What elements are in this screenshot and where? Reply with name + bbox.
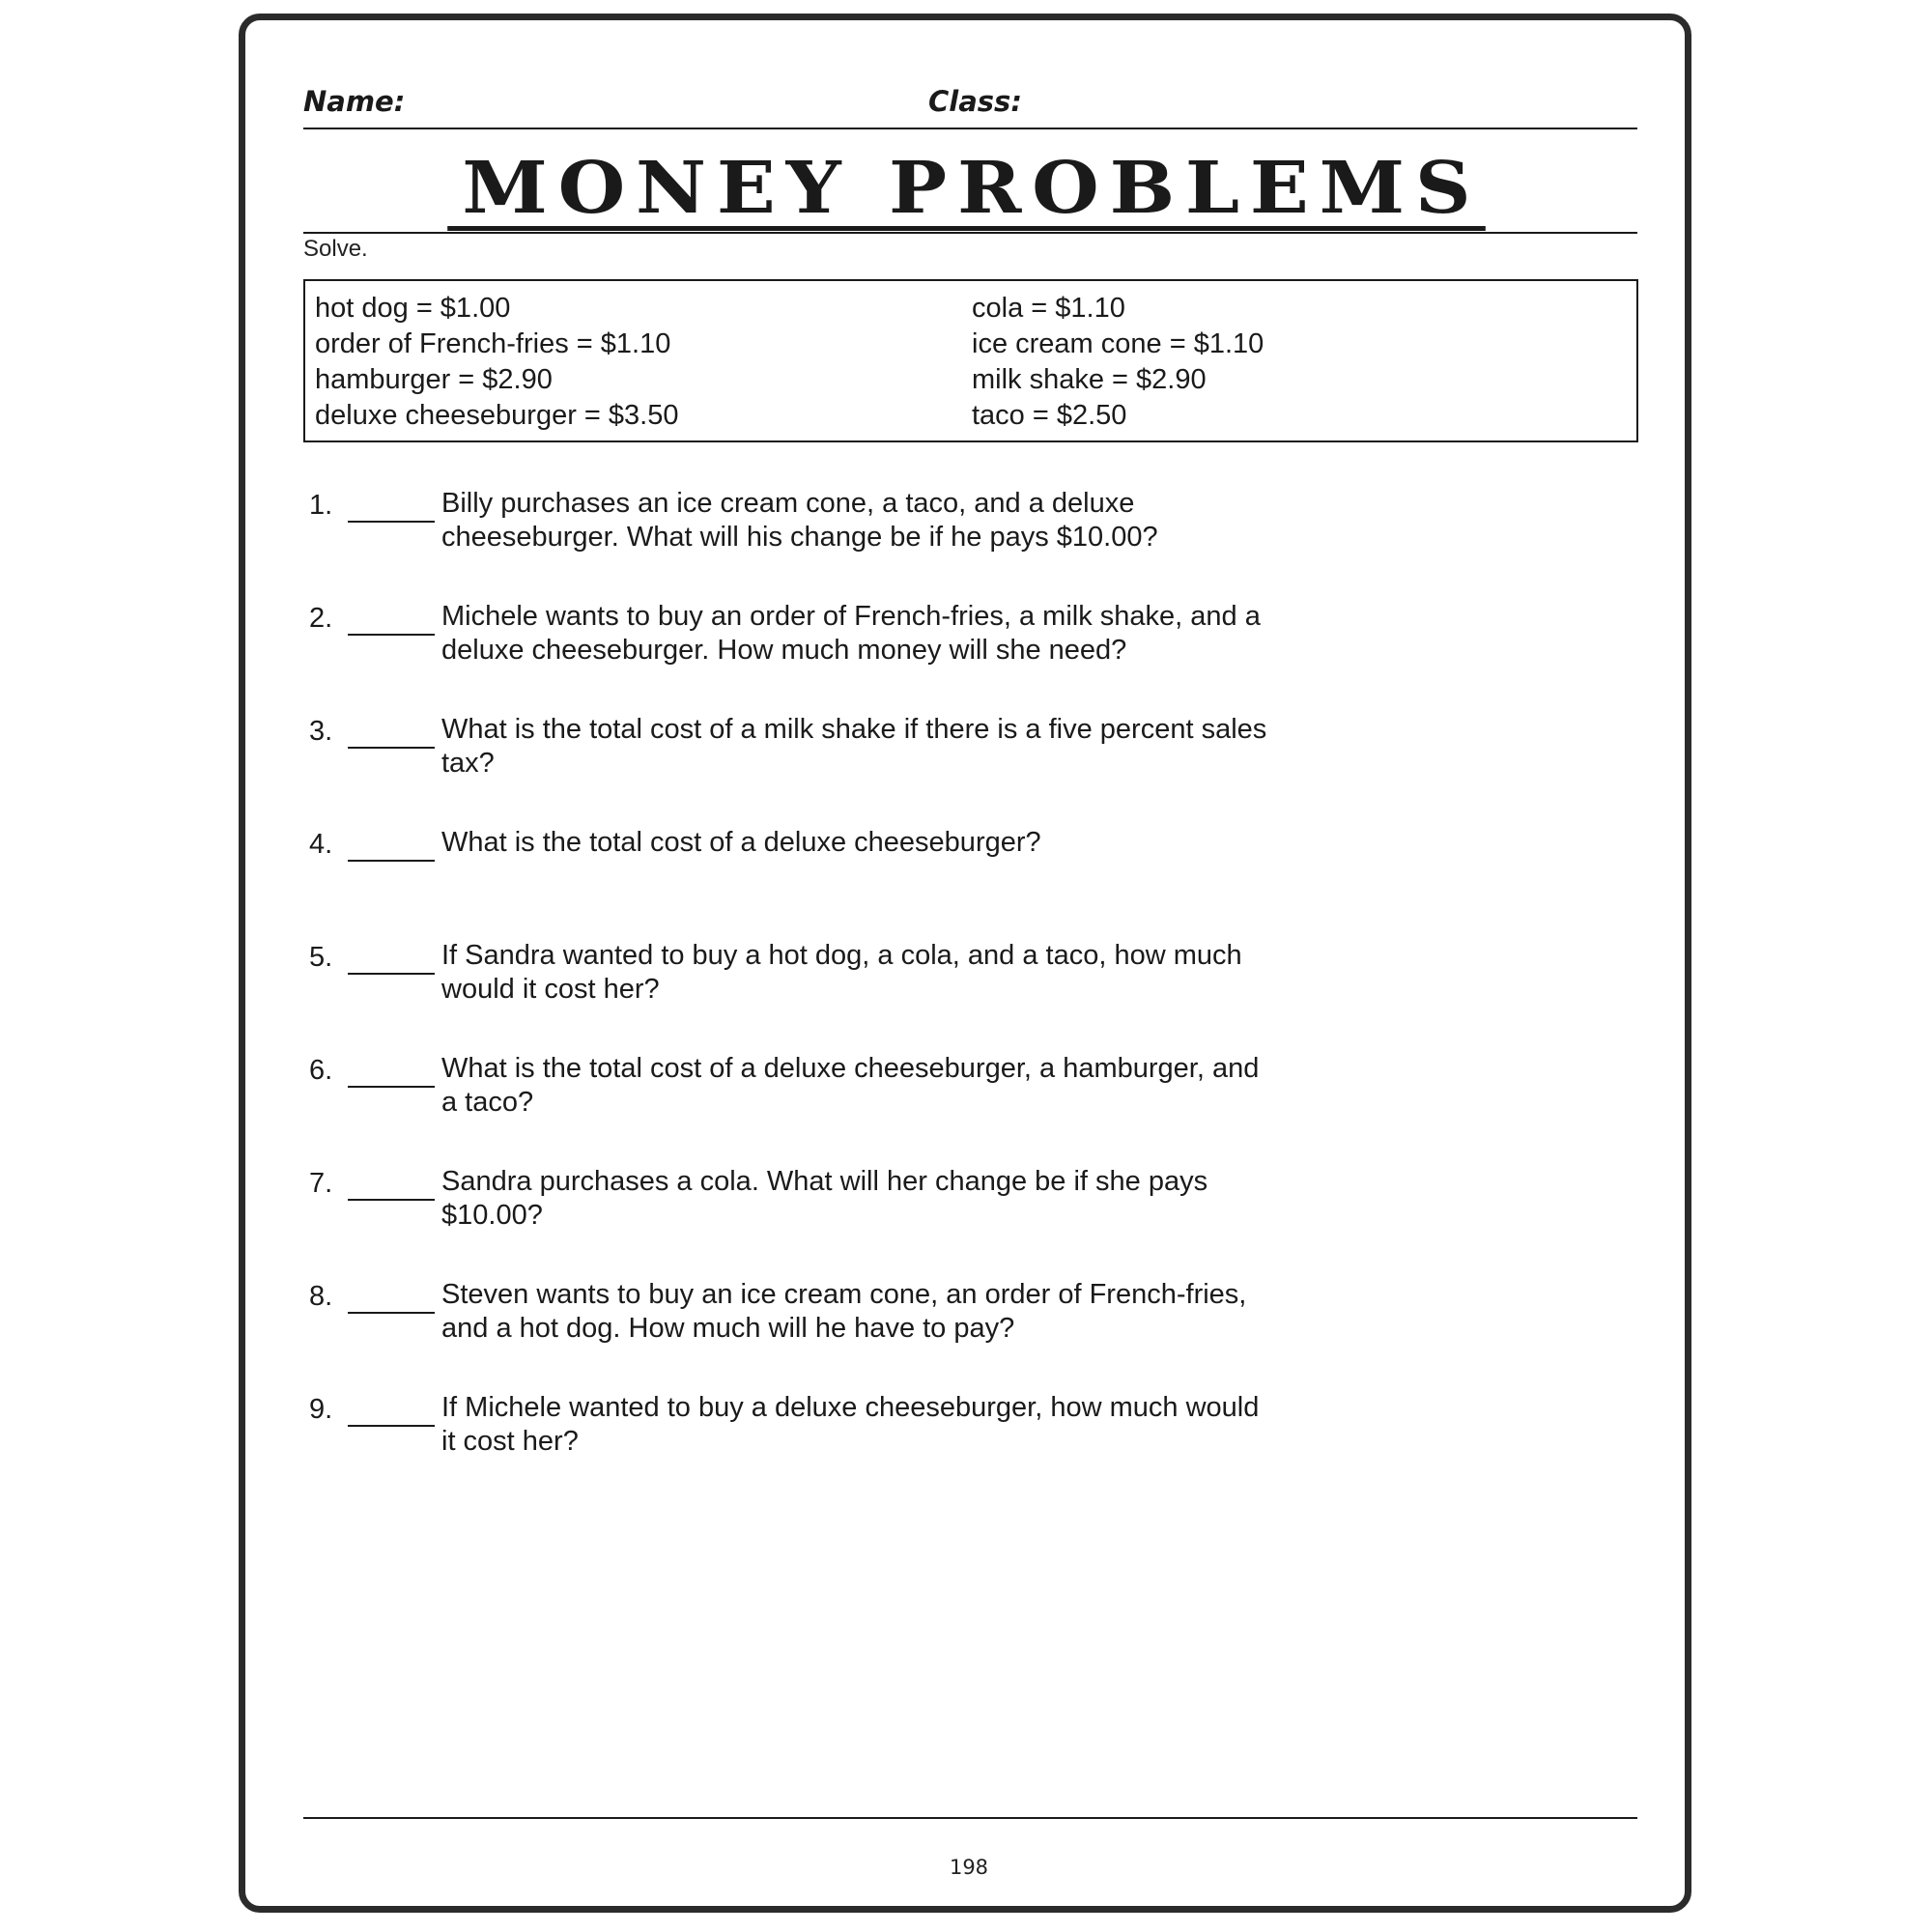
problem-text-line: and a hot dog. How much will he have to pay?	[441, 1313, 1015, 1344]
problem-text-line: Michele wants to buy an order of French-fries, a milk shake, and a	[441, 601, 1261, 632]
problem-number: 1.	[309, 490, 333, 521]
problem-text	[441, 1278, 1311, 1346]
page-number: 198	[949, 1856, 989, 1879]
price-list-left-column	[315, 291, 678, 434]
answer-blank[interactable]	[348, 1312, 435, 1314]
problem-text	[441, 713, 1311, 781]
problem-item	[309, 1391, 1372, 1468]
price-item: hamburger = $2.90	[315, 364, 553, 395]
footer-divider	[303, 1817, 1637, 1819]
answer-blank[interactable]	[348, 973, 435, 975]
problem-number: 7.	[309, 1168, 333, 1199]
price-item: taco = $2.50	[972, 400, 1127, 431]
problem-text-line: cheeseburger. What will his change be if he pays $10.00?	[441, 522, 1158, 553]
problem-text-line: Sandra purchases a cola. What will her change be if she pays	[441, 1166, 1208, 1197]
problem-text-line: tax?	[441, 748, 495, 779]
problem-text	[441, 939, 1311, 1007]
price-item: hot dog = $1.00	[315, 293, 511, 324]
problem-number: 3.	[309, 716, 333, 747]
problem-text-line: deluxe cheeseburger. How much money will she need?	[441, 635, 1127, 666]
problem-item	[309, 1052, 1372, 1129]
answer-blank[interactable]	[348, 634, 435, 636]
problem-text	[441, 1391, 1311, 1459]
problem-item	[309, 939, 1372, 1016]
problem-number: 4.	[309, 829, 333, 860]
answer-blank[interactable]	[348, 860, 435, 862]
price-item: milk shake = $2.90	[972, 364, 1207, 395]
problem-text-line: What is the total cost of a deluxe cheeseburger?	[441, 827, 1041, 858]
problem-item	[309, 600, 1372, 677]
answer-blank[interactable]	[348, 1199, 435, 1201]
problem-text	[441, 487, 1311, 554]
problem-text	[441, 600, 1311, 668]
problem-text-line: What is the total cost of a milk shake if there is a five percent sales	[441, 714, 1267, 745]
problem-text	[441, 1052, 1311, 1120]
problem-text-line: If Sandra wanted to buy a hot dog, a cola, and a taco, how much	[441, 940, 1242, 971]
answer-blank[interactable]	[348, 1086, 435, 1088]
problem-number: 8.	[309, 1281, 333, 1312]
problem-number: 6.	[309, 1055, 333, 1086]
problem-number: 5.	[309, 942, 333, 973]
price-item: order of French-fries = $1.10	[315, 328, 671, 359]
problem-text	[441, 826, 1311, 860]
header-row	[303, 85, 1637, 129]
price-item: deluxe cheeseburger = $3.50	[315, 400, 679, 431]
price-item: ice cream cone = $1.10	[972, 328, 1264, 359]
answer-blank[interactable]	[348, 521, 435, 523]
price-list-right-column	[972, 291, 1264, 434]
title-divider	[303, 232, 1637, 234]
problem-item	[309, 826, 1372, 903]
answer-blank[interactable]	[348, 747, 435, 749]
problem-text-line: What is the total cost of a deluxe cheeseburger, a hamburger, and	[441, 1053, 1260, 1084]
problem-text-line: it cost her?	[441, 1426, 579, 1457]
problem-number: 9.	[309, 1394, 333, 1425]
problem-text-line: If Michele wanted to buy a deluxe cheeseburger, how much would	[441, 1392, 1260, 1423]
page-title-container	[0, 147, 1932, 231]
problem-item	[309, 487, 1372, 564]
name-label: Name:	[303, 85, 406, 118]
page-title: MONEY PROBLEMS	[447, 153, 1486, 231]
instruction-text: Solve.	[303, 236, 368, 262]
problem-text-line: a taco?	[441, 1087, 534, 1118]
price-list-box	[303, 279, 1638, 442]
answer-blank[interactable]	[348, 1425, 435, 1427]
class-label: Class:	[928, 85, 1022, 118]
problem-number: 2.	[309, 603, 333, 634]
problem-text-line: Steven wants to buy an ice cream cone, an order of French-fries,	[441, 1279, 1247, 1310]
problem-text	[441, 1165, 1311, 1233]
problem-text-line: $10.00?	[441, 1200, 543, 1231]
problem-item	[309, 1165, 1372, 1242]
problem-text-line: would it cost her?	[441, 974, 660, 1005]
problem-text-line: Billy purchases an ice cream cone, a taco, and a deluxe	[441, 488, 1135, 519]
price-item: cola = $1.10	[972, 293, 1125, 324]
problem-item	[309, 1278, 1372, 1355]
problem-item	[309, 713, 1372, 790]
